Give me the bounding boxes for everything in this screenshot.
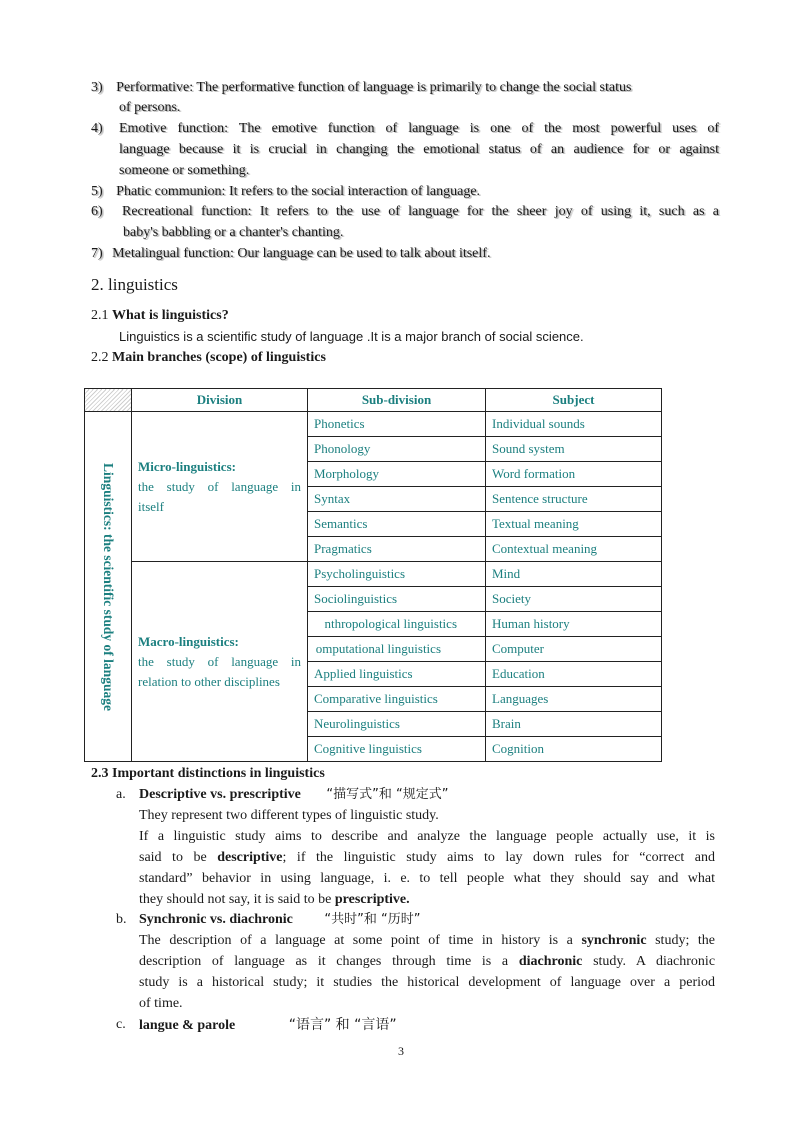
subject-cell: Society <box>486 587 662 612</box>
function-3-number: 3) <box>91 80 103 95</box>
function-7-line1 <box>91 244 490 264</box>
function-5-line1 <box>91 182 480 202</box>
sub-division-cell: nthropological linguistics <box>308 612 486 637</box>
item-b-text: study; the <box>655 933 715 948</box>
function-5-number: 5) <box>91 184 103 199</box>
sub-division-cell: Psycholinguistics <box>308 562 486 587</box>
subject-cell: Education <box>486 662 662 687</box>
item-b-line3: study is a historical study; it studies the historical development of language over a period <box>139 975 715 990</box>
sub-division-cell: Cognitive linguistics <box>308 737 486 762</box>
subject-cell: Human history <box>486 612 662 637</box>
item-b-line4: of time. <box>139 996 183 1011</box>
micro-title: Micro-linguistics: <box>138 458 236 474</box>
subsection-2-1-heading <box>91 306 229 326</box>
linguistics-branches-table <box>84 388 662 762</box>
subject-cell: Computer <box>486 637 662 662</box>
page-number: 3 <box>398 1044 404 1058</box>
item-b-line2 <box>139 952 715 972</box>
function-6-number: 6) <box>91 204 103 219</box>
sub-division-cell: Comparative linguistics <box>308 687 486 712</box>
subsection-2-3-heading: 2.3 Important distinctions in linguistics <box>91 766 325 781</box>
sub-division-cell: Syntax <box>308 487 486 512</box>
macro-desc-line2: relation to other disciplines <box>138 673 280 689</box>
header-division: Division <box>132 389 308 412</box>
item-a-p2-line3: standard” behavior in using language, i. e. to tell people what they should say and what <box>139 871 715 886</box>
linguistics-definition: Linguistics is a scientific study of language .It is a major branch of social science. <box>119 329 584 344</box>
item-b-title: Synchronic vs. diachronic <box>139 912 293 927</box>
subsection-2-2-title: Main branches (scope) of linguistics <box>112 350 326 365</box>
subject-cell: Sentence structure <box>486 487 662 512</box>
header-sub-division: Sub-division <box>308 389 486 412</box>
item-c-letter: c. <box>116 1017 126 1032</box>
subject-cell: Mind <box>486 562 662 587</box>
item-a-p2-line4 <box>139 890 410 910</box>
item-a-text: they should not say, it is said to be <box>139 892 332 907</box>
item-b-chinese: “共时”和 “历时” <box>324 912 421 927</box>
item-a-p2-line2 <box>139 848 715 868</box>
item-a-chinese: “描写式”和 “规定式” <box>326 787 449 802</box>
item-a-letter: a. <box>116 787 126 802</box>
item-c-heading <box>139 1015 397 1036</box>
function-7-number: 7) <box>91 246 103 261</box>
micro-desc-line1: the study of language in <box>138 478 301 494</box>
function-4-line1 <box>91 119 103 139</box>
function-4-text: Emotive function: The emotive function of language is one of the most powerful uses of <box>119 121 719 136</box>
item-a-term-prescriptive: prescriptive. <box>334 892 410 907</box>
function-7-text: Metalingual function: Our language can be used to talk about itself. <box>112 246 491 261</box>
function-6-line2: baby's babbling or a chanter's chanting. <box>123 225 344 240</box>
sub-division-cell: Phonetics <box>308 412 486 437</box>
macro-linguistics-cell <box>132 562 308 762</box>
function-5-text: Phatic communion: It refers to the social interaction of language. <box>116 184 481 199</box>
header-subject: Subject <box>486 389 662 412</box>
header-corner <box>85 389 132 412</box>
table-row <box>85 412 662 437</box>
item-b-term-diachronic: diachronic <box>518 954 583 969</box>
sub-division-cell: Morphology <box>308 462 486 487</box>
subsection-2-2-number: 2.2 <box>91 350 109 365</box>
item-b-text: description of language as it changes through time is a <box>139 954 509 969</box>
item-b-text: study. A diachronic <box>593 954 716 969</box>
item-a-term-descriptive: descriptive <box>217 850 283 865</box>
subject-cell: Individual sounds <box>486 412 662 437</box>
item-a-text: said to be <box>139 850 207 865</box>
item-a-text: ; if the linguistic study aims to lay down rules for “correct and <box>282 850 716 865</box>
function-3-line1 <box>91 78 631 98</box>
subject-cell: Cognition <box>486 737 662 762</box>
subsection-2-1-title: What is linguistics? <box>112 308 229 323</box>
item-a-p1: They represent two different types of linguistic study. <box>139 808 439 823</box>
sub-division-cell: Phonology <box>308 437 486 462</box>
item-b-letter: b. <box>116 912 127 927</box>
item-b-line1 <box>139 931 715 951</box>
function-4-number: 4) <box>91 121 103 136</box>
function-6-line1 <box>91 202 103 222</box>
function-3-line2: of persons. <box>119 100 181 115</box>
item-b-text: The description of a language at some point of time in history is a <box>139 933 573 948</box>
table-row <box>85 562 662 587</box>
micro-linguistics-cell <box>132 412 308 562</box>
function-6-text: Recreational function: It refers to the use of language for the sheer joy of using it, such as a <box>122 204 719 219</box>
macro-desc-line1: the study of language in <box>138 653 301 669</box>
item-a-p2-line1: If a linguistic study aims to describe and analyze the language people actually use, it is <box>139 829 715 844</box>
sub-division-cell: Pragmatics <box>308 537 486 562</box>
subject-cell: Languages <box>486 687 662 712</box>
subject-cell: Textual meaning <box>486 512 662 537</box>
subject-cell: Word formation <box>486 462 662 487</box>
table-header-row <box>85 389 662 412</box>
sub-division-cell: Sociolinguistics <box>308 587 486 612</box>
sub-division-cell: Applied linguistics <box>308 662 486 687</box>
subject-cell: Brain <box>486 712 662 737</box>
subject-cell: Contextual meaning <box>486 537 662 562</box>
macro-title: Macro-linguistics: <box>138 633 239 649</box>
subsection-2-2-heading <box>91 348 326 368</box>
function-4-line2: language because it is crucial in changing the emotional status of an audience for or against <box>119 142 719 157</box>
item-b-term-synchronic: synchronic <box>581 933 647 948</box>
section-heading-linguistics: 2. linguistics <box>91 275 178 294</box>
subject-cell: Sound system <box>486 437 662 462</box>
item-c-chinese: “语言” 和 “言语” <box>288 1017 397 1033</box>
sub-division-cell: Neurolinguistics <box>308 712 486 737</box>
item-c-title: langue & parole <box>139 1018 236 1033</box>
function-3-text: Performative: The performative function of language is primarily to change the social status <box>116 80 632 95</box>
item-a-title: Descriptive vs. prescriptive <box>139 787 301 802</box>
micro-desc-line2: itself <box>138 498 164 514</box>
item-a-heading <box>139 785 448 805</box>
vertical-label-cell <box>85 412 132 762</box>
function-4-line3: someone or something. <box>119 163 250 178</box>
item-b-heading <box>139 910 420 930</box>
vertical-label: Linguistics: the scientific study of language <box>101 462 116 711</box>
sub-division-cell: omputational linguistics <box>308 637 486 662</box>
sub-division-cell: Semantics <box>308 512 486 537</box>
subsection-2-1-number: 2.1 <box>91 308 109 323</box>
